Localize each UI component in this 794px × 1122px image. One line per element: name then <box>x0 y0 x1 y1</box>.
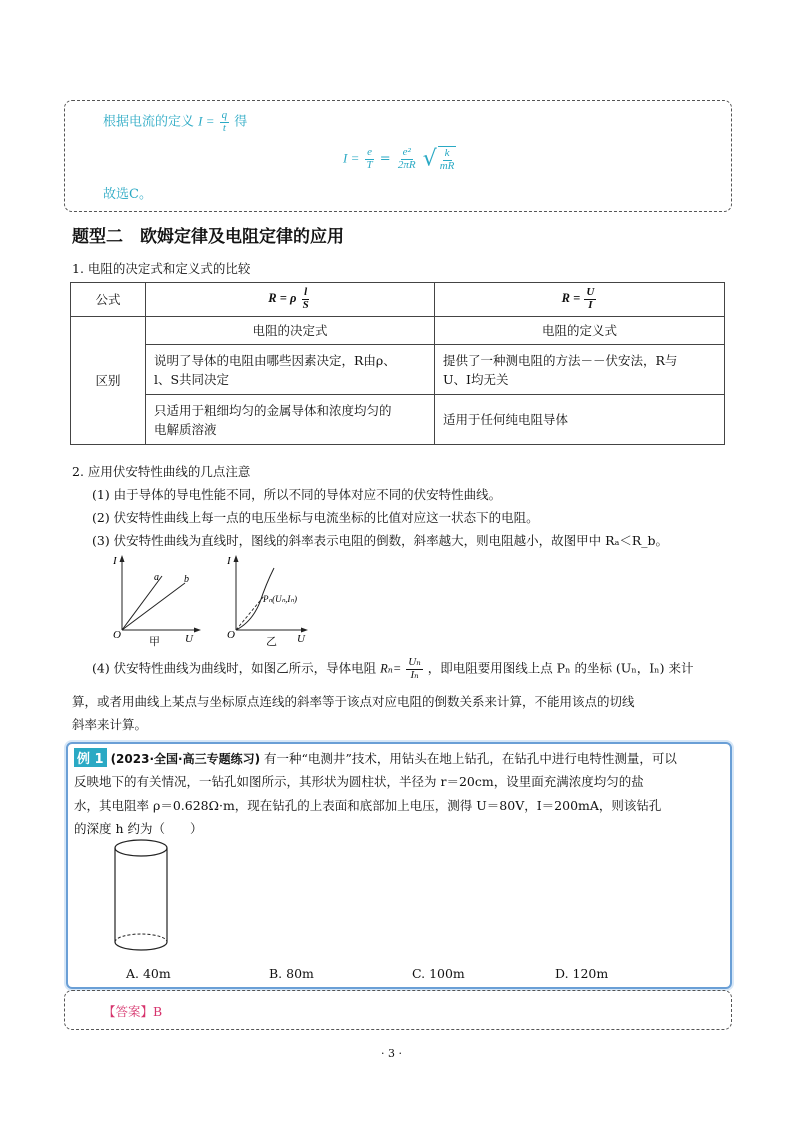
eq-frac1-num: e <box>367 146 372 158</box>
axis-label-u: U <box>297 633 305 644</box>
cell-line: 电解质溶液 <box>154 421 217 437</box>
cell-line: 说明了导体的电阻由哪些因素决定，R由ρ、 <box>154 352 396 368</box>
table-subheader1: 电阻的决定式 <box>146 317 435 345</box>
example-text: 有一种“电测井”技术，用钻头在地上钻孔，在钻孔中进行电特性测量，可以 <box>264 751 677 766</box>
graph-yi <box>222 552 322 644</box>
fraction-num: q <box>221 109 228 121</box>
page-number: · 3 · <box>381 1047 402 1060</box>
origin-label: O <box>227 629 235 641</box>
eq-frac1 <box>365 147 375 171</box>
eq-sqrt-frac <box>438 146 457 172</box>
point4-text: (4) 伏安特性曲线为曲线时，如图乙所示，导体电阻 <box>92 660 377 676</box>
formula2-num: U <box>586 286 595 299</box>
fraction-den: t <box>222 121 226 134</box>
solution-suffix: 得 <box>234 114 248 130</box>
table-cell-r1c1 <box>146 345 435 395</box>
formula-lhs: I = <box>198 113 215 129</box>
formula2-den: I <box>588 299 593 311</box>
option-b[interactable]: B. 80m <box>269 966 314 981</box>
eq-sqrt-num: k <box>444 147 450 159</box>
graph-yi-caption: 乙 <box>266 635 277 648</box>
point4-frac <box>406 657 422 681</box>
table-formula2 <box>435 283 725 317</box>
axis-label-u: U <box>185 633 193 644</box>
line-b-label: b <box>184 574 189 585</box>
formula1-den: S <box>302 299 309 311</box>
graph-jia <box>105 552 205 644</box>
option-a[interactable]: A. 40m <box>126 966 171 981</box>
point4-rn: Rₙ= <box>380 661 402 676</box>
example-line2: 反映地下的有关情况，一钻孔如图所示，其形状为圆柱状，半径为 r＝20cm，设里面充满浓度均匀的盐 <box>74 774 644 789</box>
comparison-table <box>70 282 725 445</box>
example-line3: 水，其电阻率 ρ＝0.628Ω·m，现在钻孔的上表面和底部加上电压，测得 U＝80V，I＝200mA，则该钻孔 <box>74 798 662 813</box>
item1-title: 1. 电阻的决定式和定义式的比较 <box>72 261 251 276</box>
formula2-lhs: R = <box>561 291 581 306</box>
axis-label-i: I <box>227 555 231 567</box>
table-row-label: 区别 <box>71 317 146 445</box>
table-cell-r2c2: 适用于任何纯电阻导体 <box>435 395 725 445</box>
table-header-formula: 公式 <box>71 283 146 317</box>
table-cell-r1c2 <box>435 345 725 395</box>
line-b <box>122 583 185 630</box>
item2-title: 2. 应用伏安特性曲线的几点注意 <box>72 464 251 479</box>
point-1: (1) 由于导体的导电性能不同，所以不同的导体对应不同的伏安特性曲线。 <box>92 487 502 502</box>
example-line4: 的深度 h 约为（ ） <box>74 821 203 836</box>
point4-text2: ，即电阻要用图线上点 Pₙ 的坐标 (Uₙ，Iₙ) 来计 <box>427 660 694 676</box>
eq-sqrt-den: mR <box>439 159 455 172</box>
secant-line <box>236 596 264 630</box>
cell-line: 只适用于粗细均匀的金属导体和浓度均匀的 <box>154 402 392 418</box>
table-cell-r2c1 <box>146 395 435 445</box>
section-title: 题型二 欧姆定律及电阻定律的应用 <box>72 227 344 247</box>
point4-den: Iₙ <box>410 668 419 681</box>
origin-label: O <box>113 629 121 641</box>
point-2: (2) 伏安特性曲线上每一点的电压坐标与电流坐标的比值对应这一状态下的电阻。 <box>92 510 539 525</box>
solution-line1 <box>103 110 247 134</box>
line-a-label: a <box>154 572 159 583</box>
formula1-num: l <box>304 286 308 299</box>
eq-lhs: I = <box>343 150 360 166</box>
point-4-line2: 算，或者用曲线上某点与坐标原点连线的斜率等于该点对应电阻的倒数关系来计算，不能用该点的切线 <box>72 694 635 709</box>
table-subheader2: 电阻的定义式 <box>435 317 725 345</box>
example-label: 例 1 <box>74 748 107 767</box>
point-3: (3) 伏安特性曲线为直线时，图线的斜率表示电阻的倒数，斜率越大，则电阻越小，故图甲中 Rₐ＜R_b。 <box>92 533 669 548</box>
eq-equals: = <box>379 151 391 167</box>
solution-conclusion: 故选C。 <box>103 187 152 202</box>
line-a <box>122 576 162 630</box>
eq-frac2-num: e² <box>402 146 411 158</box>
point-4-line1 <box>92 657 693 681</box>
solution-equation <box>343 146 457 172</box>
example-line1 <box>74 748 677 767</box>
cell-line: 提供了一种测电阻的方法－－伏安法，R与 <box>443 352 678 368</box>
formula1-frac <box>301 287 311 311</box>
point-label: Pₙ(Uₙ,Iₙ) <box>263 594 297 604</box>
formula1-lhs: R = ρ <box>268 291 297 306</box>
answer-text: 【答案】B <box>103 1004 163 1019</box>
example-source: (2023·全国·高三专题练习) <box>110 752 261 766</box>
point-4-line3: 斜率来计算。 <box>72 717 148 732</box>
eq-frac2 <box>396 147 418 171</box>
eq-frac1-den: T <box>366 158 373 171</box>
table-formula1 <box>146 283 435 317</box>
fraction-q-t <box>220 110 230 134</box>
solution-text: 根据电流的定义 <box>103 114 195 130</box>
sqrt-sign-icon: √ <box>422 146 437 172</box>
eq-frac2-den: 2πR <box>397 158 416 171</box>
axis-label-i: I <box>113 555 117 567</box>
graph-jia-caption: 甲 <box>149 635 160 648</box>
point4-num: Uₙ <box>408 656 421 668</box>
option-d[interactable]: D. 120m <box>555 966 609 981</box>
cell-line: U、I均无关 <box>443 371 509 387</box>
cell-line: l、S共同决定 <box>154 371 230 387</box>
formula2-frac <box>584 287 596 311</box>
option-c[interactable]: C. 100m <box>412 966 465 981</box>
answer-box <box>64 990 732 1030</box>
cylinder-figure <box>110 838 172 958</box>
